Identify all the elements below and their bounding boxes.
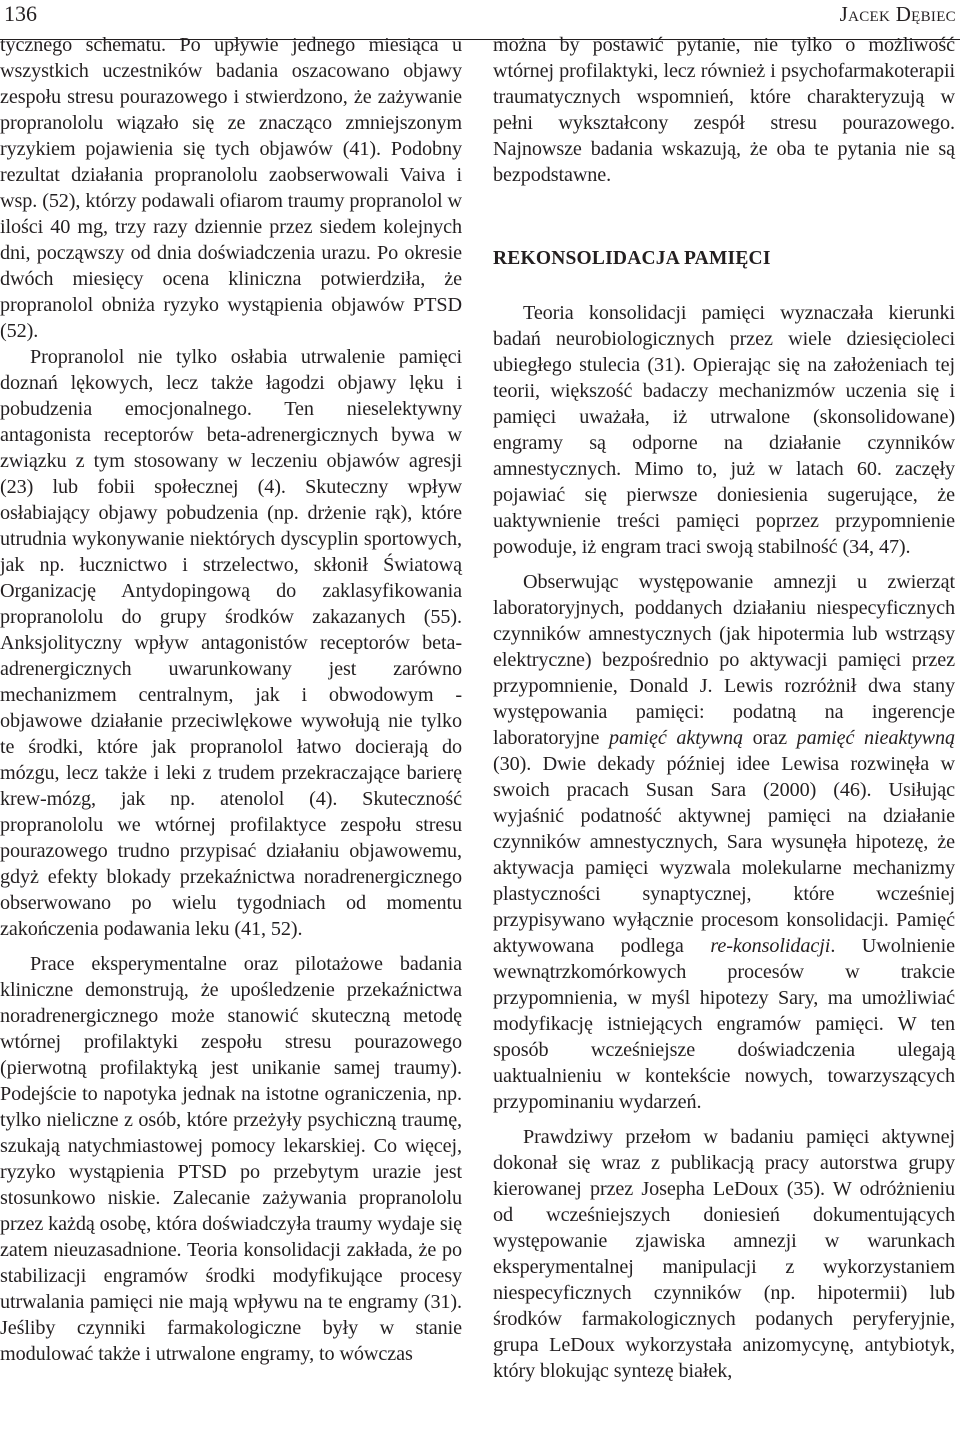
text-run: oraz <box>742 727 797 749</box>
italic-term: pamięć aktywną <box>609 727 743 749</box>
italic-term: re-konsolidacji <box>710 935 831 957</box>
text-run: Obserwując występowanie amnezji u zwierząt laboratoryjnych, poddanych działaniu niespecyficznych czynników amnestycznych (jak hipotermia lub wstrząsy elektryczne) bezpośrednio po aktywacji pamięci przez przypomnienie, Donald J. Lewis rozróżnił dwa stany występowania pamięci: podatną na ingerencje laboratoryjne <box>493 571 955 749</box>
running-author: Jacek Dębiec <box>839 2 956 26</box>
body-paragraph: Propranolol nie tylko osłabia utrwalenie pamięci doznań lękowych, lecz także łagodzi objawy lęku i pobudzenia emocjonalnego. Ten nieselektywny antagonista receptorów beta-adrenergicznych bywa w związku z tym stosowany w leczeniu objawów agresji (23) lub fobii społecznej (4). Skuteczny wpływ osłabiający objawy pobudzenia (np. drżenie rąk), które utrudnia wykonywanie niektórych dyscyplin sportowych, jak np. łucznictwo i strzelectwo, skłonił Światową Organizację Antydopingową do zaklasyfikowania propranololu do grupy środków zakazanych (55). Anksjolityczny wpływ antagonistów receptorów beta-adrenergicznych uwarunkowany jest zarówno mechanizmem centralnym, jak i obwodowym - objawowe działanie przeciwlękowe wywołują nie tylko te środki, które jak propranolol łatwo docierają do mózgu, lecz także i leki z trudem przekraczające barierę krew-mózg, jak np. atenolol (4). Skuteczność propranololu we wtórnej profilaktyce zespołu stresu pourazowego trudno przypisać działaniu objawowemu, gdyż efekty blokady przekaźnictwa noradrenergicznego obserwowano po wielu tygodniach od momentu zakończenia podawania leku (41, 52). <box>0 346 462 940</box>
right-column <box>493 32 955 1384</box>
section-heading: REKONSOLIDACJA PAMIĘCI <box>493 248 771 269</box>
body-paragraph: można by postawić pytanie, nie tylko o możliwość wtórnej profilaktyki, lecz również i psychofarmakoterapii traumatycznych wspomnień, które charakteryzują w pełni wykształcony zespół stresu pourazowego. Najnowsze badania wskazują, że oba te pytania nie są bezpodstawne. <box>493 34 955 186</box>
italic-term: pamięć nieaktywną <box>796 727 955 749</box>
body-paragraph: Prace eksperymentalne oraz pilotażowe badania kliniczne demonstrują, że upośledzenie przekaźnictwa noradrenergicznego może stanowić skuteczną metodę wtórnej profilaktyki zespołu stresu pourazowego (pierwotną profilaktyką jest unikanie samej traumy). Podejście to napotyka jednak na istotne ograniczenia, np. tylko nieliczne z osób, które przeżyły psychiczną traumę, szukają natychmiastowej pomocy lekarskiej. Co więcej, ryzyko wystąpienia PTSD po przebytym urazie jest stosunkowo niskie. Zalecanie zażywania propranololu przez każdą osobę, która doświadczyła traumy wydaje się zatem nieuzasadnione. Teoria konsolidacji zakłada, że po stabilizacji engramów środki modyfikujące procesy utrwalania pamięci nie mają wpływu na te engramy (31). Jeśliby czynniki farmakologiczne były w stanie modulować także i utrwalone engramy, to wówczas <box>0 953 462 1365</box>
left-column <box>0 32 462 1367</box>
body-paragraph <box>493 569 955 1115</box>
text-run: (30). Dwie dekady później idee Lewisa rozwinęła w swoich pracach Susan Sara (2000) (46). Usiłując wyjaśnić podatność aktywnej pamięci na działanie czynników amnestycznych, Sara wysunęła hipotezę, że aktywacja pamięci wyzwala molekularne mechanizmy plastyczności synaptycznej, które wcześniej przypisywano wyłącznie procesom konsolidacji. Pamięć aktywowana podlega <box>493 753 955 957</box>
text-run: . Uwolnienie wewnątrzkomórkowych procesów w trakcie przypomnienia, w myśl hipotezy Sary, ma umożliwiać modyfikację istniejących engramów pamięci. W ten sposób wcześniejsze doświadczenia ulegają uaktualnieniu w kontekście nowych, towarzyszących przypominaniu wydarzeń. <box>493 935 955 1113</box>
body-paragraph: tycznego schematu. Po upływie jednego miesiąca u wszystkich uczestników badania oszacowano objawy zespołu stresu pourazowego i stwierdzono, że zażywanie propranololu wiązało się ze znacząco zmniejszonym ryzykiem pojawienia się tych objawów (41). Podobny rezultat działania propranololu zaobserwowali Vaiva i wsp. (52), którzy podawali ofiarom traumy propranolol w ilości 40 mg, trzy razy dziennie przez siedem kolejnych dni, począwszy od dnia doświadczenia urazu. Po okresie dwóch miesięcy ocena kliniczna potwierdziła, że propranolol obniża ryzyko wystąpienia objawów PTSD (52). <box>0 34 462 342</box>
body-paragraph: Prawdziwy przełom w badaniu pamięci aktywnej dokonał się wraz z publikacją pracy autorstwa grupy kierowanej przez Josepha LeDoux (35). W odróżnieniu od wcześniejszych doniesień dokumentujących występowanie zjawiska amnezji w warunkach eksperymentalnej manipulacji z wykorzystaniem niespecyficznych czynników (np. hipotermii) lub środków farmakologicznych podanych peryferyjnie, grupa LeDoux wykorzystała anizomycynę, antybiotyk, który blokując syntezę białek, <box>493 1126 955 1382</box>
page-number: 136 <box>4 1 37 26</box>
body-paragraph: Teoria konsolidacji pamięci wyznaczała kierunki badań neurobiologicznych przez wiele dziesięcioleci ubiegłego stulecia (31). Opierając się na założeniach tej teorii, większość badaczy mechanizmów uczenia się i pamięci uważała, iż utrwalone (skonsolidowane) engramy są odporne na działanie czynników amnestycznych. Mimo to, już w latach 60. zaczęły pojawiać się pierwsze doniesienia sugerujące, że uaktywnienie treści pamięci poprzez przypomnienie powoduje, iż engram traci swoją stabilność (34, 47). <box>493 302 955 558</box>
